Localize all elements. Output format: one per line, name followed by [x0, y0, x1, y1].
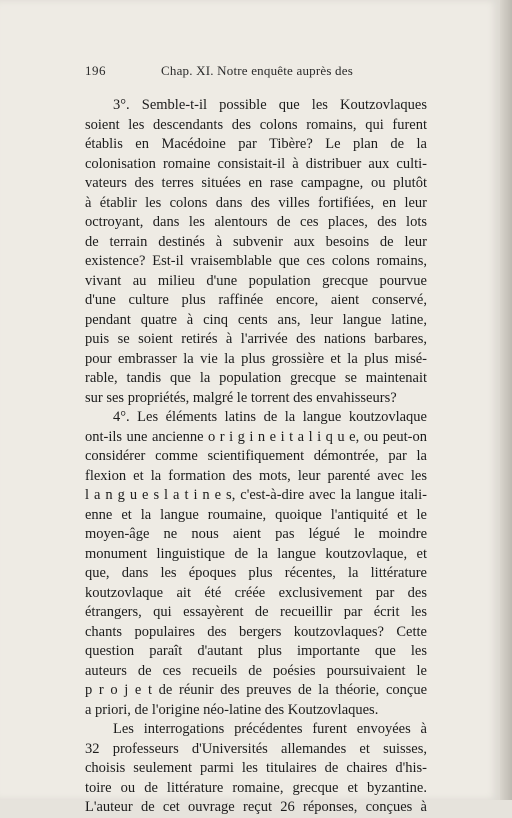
text-line: 32 professeurs d'Universités allemandes et suisses, — [85, 740, 427, 757]
text-line: l a n g u e s l a t i n e s, c'est-à-dire avec la langue itali- — [85, 487, 427, 503]
text-line: vateurs des terres situées en rase campagne, ou plutôt — [85, 175, 427, 191]
text-line: considérer comme scientifiquement démontrée, par la — [85, 448, 427, 464]
text-line: enne et la langue roumaine, quoique l'antiquité et le — [85, 506, 427, 523]
text-line: moyen-âge ne nous aient pas légué le moindre — [85, 526, 427, 542]
text-line: soient les descendants des colons romains, qui furent — [85, 116, 427, 133]
text-line: que, dans les époques plus récentes, la littérature — [85, 565, 427, 581]
text-line: Les interrogations précédentes furent envoyées à — [113, 721, 427, 737]
running-head: Chap. XI. Notre enquête auprès des — [161, 63, 353, 78]
text-line: puis se soient retirés à l'arrivée des nations barbares, — [85, 331, 427, 347]
text-line: auteurs de ces recueils de poésies poursuivaient le — [85, 662, 427, 679]
text-line: de terrain destinés à subvenir aux besoins de leur — [85, 233, 427, 250]
text-line: flexion et la formation des mots, leur parenté avec les — [85, 467, 427, 484]
text-line: établis en Macédoine par Tibère? Le plan de la — [85, 136, 427, 152]
body-text — [85, 96, 427, 818]
page-edge — [500, 0, 512, 800]
text-line: ont-ils une ancienne o r i g i n e i t a l i q u e, ou peut-on — [85, 428, 427, 445]
text-line: sur ses propriétés, malgré le torrent des envahisseurs? — [85, 389, 397, 406]
text-line: étrangers, qui essayèrent de recueillir par écrit les — [85, 604, 427, 620]
text-line: monument linguistique de la langue koutzovlaque, et — [85, 545, 427, 562]
text-line: 4°. Les éléments latins de la langue koutzovlaque — [113, 409, 427, 425]
text-line: pour embrasser la vie la plus grossière et la plus misé- — [85, 350, 427, 367]
text-line: p r o j e t de réunir des preuves de la théorie, conçue — [85, 682, 427, 698]
text-line: toire ou de littérature romaine, grecque et byzantine. — [85, 779, 427, 796]
text-line: 3°. Semble-t-il possible que les Koutzovlaques — [113, 97, 427, 113]
text-line: L'auteur de cet ouvrage reçut 26 réponses, conçues à — [85, 799, 427, 815]
text-line: question paraît d'autant plus importante que les — [85, 643, 427, 659]
paragraph — [85, 720, 427, 818]
text-line: koutzovlaque ait été créée exclusivement par des — [85, 584, 427, 601]
text-line: existence? Est-il vraisemblable que ces colons romains, — [85, 253, 427, 269]
text-line: chants populaires des bergers koutzovlaques? Cette — [85, 623, 427, 640]
text-line: à établir les colons dans des villes fortifiées, en leur — [85, 194, 427, 211]
paragraph — [85, 96, 427, 408]
page-number: 196 — [85, 63, 106, 78]
text-line: choisis seulement parmi les titulaires de chaires d'his- — [85, 760, 427, 776]
text-line: a priori, de l'origine néo-latine des Koutzovlaques. — [85, 701, 379, 718]
text-line: vivant au milieu d'une population grecque pourvue — [85, 272, 427, 289]
text-line: d'une culture plus raffinée encore, aient conservé, — [85, 292, 427, 308]
text-line: rable, tandis que la population grecque se maintenait — [85, 370, 427, 386]
page-header — [85, 63, 427, 83]
paragraph — [85, 408, 427, 720]
text-line: pendant quatre à cinq cents ans, leur langue latine, — [85, 311, 427, 328]
text-line: colonisation romaine consistait-il à distribuer aux culti- — [85, 155, 427, 172]
text-line: octroyant, dans les alentours de ces places, des lots — [85, 214, 427, 230]
